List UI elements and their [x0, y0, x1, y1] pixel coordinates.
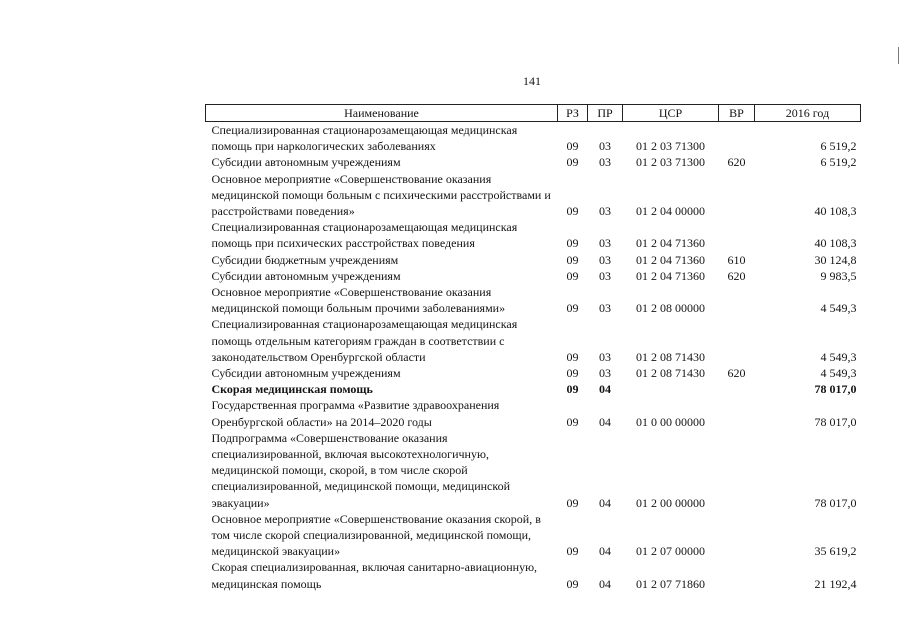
row-name: Государственная программа «Развитие здравоохранения Оренбургской области» на 2014–2020 годы [211, 398, 500, 429]
table-row [206, 171, 861, 220]
table-row [206, 268, 861, 284]
table-row [206, 430, 861, 511]
row-pr: 03 [599, 349, 611, 364]
row-vr [719, 122, 755, 155]
table-row [206, 316, 861, 365]
row-name: Основное мероприятие «Совершенствование оказания медицинской помощи больным прочими заболеваниями» [211, 285, 506, 316]
row-csr: 01 2 04 71360 [636, 236, 705, 251]
row-rz: 09 [566, 139, 579, 154]
header-csr: ЦСР [623, 105, 719, 122]
row-csr: 01 2 08 71430 [636, 366, 705, 381]
row-amount: 78 017,0 [814, 414, 857, 429]
header-rz: РЗ [558, 105, 588, 122]
row-amount: 21 192,4 [814, 576, 857, 591]
row-pr: 03 [599, 268, 611, 283]
row-rz: 09 [566, 544, 579, 559]
scan-edge-mark [898, 47, 899, 64]
row-rz: 09 [566, 576, 579, 591]
row-rz: 09 [566, 204, 579, 219]
row-csr: 01 2 08 00000 [636, 301, 705, 316]
row-rz: 09 [566, 366, 579, 381]
table-row [206, 219, 861, 251]
table-body [206, 122, 861, 592]
row-vr [719, 381, 755, 397]
row-name: Подпрограмма «Совершенствование оказания специализированной, включая высокотехнологичную, медицинской помощи, скорой, в том числе скорой специализированной, медицинской помощи, медицинской эвакуации» [211, 430, 511, 510]
page-number: 141 [523, 74, 541, 88]
row-rz: 09 [566, 252, 579, 267]
row-pr: 04 [599, 576, 611, 591]
row-name: Субсидии автономным учреждениям [211, 366, 401, 381]
row-name: Субсидии бюджетным учреждениям [211, 252, 399, 267]
row-vr: 620 [727, 155, 746, 170]
row-pr: 03 [599, 236, 611, 251]
row-name: Субсидии автономным учреждениям [211, 155, 401, 170]
row-rz: 09 [566, 349, 579, 364]
row-csr: 01 2 07 71860 [636, 576, 705, 591]
row-name: Скорая специализированная, включая санитарно-авиационную, медицинская помощь [211, 560, 538, 591]
row-csr: 01 2 07 00000 [636, 544, 705, 559]
row-csr: 01 0 00 00000 [636, 414, 705, 429]
row-pr: 03 [599, 366, 611, 381]
row-pr: 03 [599, 155, 611, 170]
header-vr: ВР [719, 105, 755, 122]
table-row [206, 284, 861, 316]
row-amount: 78 017,0 [814, 382, 857, 397]
row-vr [719, 171, 755, 220]
row-vr: 620 [727, 366, 746, 381]
row-vr [719, 219, 755, 251]
row-rz: 09 [566, 236, 579, 251]
row-rz: 09 [566, 268, 579, 283]
row-pr: 04 [599, 495, 611, 510]
row-vr: 620 [727, 268, 746, 283]
row-vr [719, 316, 755, 365]
table-row [206, 365, 861, 381]
row-vr: 610 [727, 252, 746, 267]
table-row [206, 511, 861, 560]
row-csr: 01 2 00 00000 [636, 495, 705, 510]
table-row [206, 381, 861, 397]
row-vr [719, 511, 755, 560]
header-year: 2016 год [755, 105, 861, 122]
row-amount: 4 549,3 [820, 301, 857, 316]
row-pr: 04 [599, 382, 611, 397]
row-amount: 4 549,3 [820, 349, 857, 364]
row-amount: 40 108,3 [814, 204, 857, 219]
row-csr: 01 2 04 71360 [636, 252, 705, 267]
row-rz: 09 [566, 495, 579, 510]
row-name: Специализированная стационарозамещающая медицинская помощь отдельным категориям граждан в соответствии с законодательством Оренбургской области [211, 317, 518, 364]
row-pr: 04 [599, 544, 611, 559]
header-row [206, 105, 861, 122]
row-amount: 4 549,3 [820, 366, 857, 381]
row-csr: 01 2 03 71300 [636, 155, 705, 170]
row-amount: 30 124,8 [814, 252, 857, 267]
row-amount: 35 619,2 [814, 544, 857, 559]
row-name: Основное мероприятие «Совершенствование оказания скорой, в том числе скорой специализированной, медицинской помощи, медицинской эвакуации» [211, 511, 541, 559]
header-name: Наименование [206, 105, 558, 122]
row-amount: 40 108,3 [814, 236, 857, 251]
row-amount: 6 519,2 [820, 139, 857, 154]
row-pr: 03 [599, 139, 611, 154]
row-amount: 6 519,2 [820, 155, 857, 170]
row-pr: 04 [599, 414, 611, 429]
row-pr: 03 [599, 204, 611, 219]
budget-table [205, 104, 861, 592]
row-rz: 09 [566, 382, 579, 397]
table-row [206, 252, 861, 268]
row-csr: 01 2 04 71360 [636, 268, 705, 283]
row-name: Специализированная стационарозамещающая медицинская помощь при наркологических заболеваниях [211, 123, 518, 154]
row-csr: 01 2 03 71300 [636, 139, 705, 154]
table-row [206, 559, 861, 591]
row-name: Основное мероприятие «Совершенствование оказания медицинской помощи больным с психическими расстройствами и расстройствами поведения» [211, 171, 551, 219]
row-name: Субсидии автономным учреждениям [211, 268, 401, 283]
row-vr [719, 430, 755, 511]
header-pr: ПР [588, 105, 623, 122]
row-vr [719, 284, 755, 316]
row-rz: 09 [566, 414, 579, 429]
row-amount: 9 983,5 [820, 268, 857, 283]
row-vr [719, 397, 755, 429]
table-row [206, 122, 861, 155]
table-row [206, 154, 861, 170]
row-name: Скорая медицинская помощь [211, 382, 373, 397]
row-csr: 01 2 08 71430 [636, 349, 705, 364]
row-rz: 09 [566, 155, 579, 170]
row-name: Специализированная стационарозамещающая медицинская помощь при психических расстройствах поведения [211, 220, 518, 251]
row-pr: 03 [599, 252, 611, 267]
row-vr [719, 559, 755, 591]
row-pr: 03 [599, 301, 611, 316]
row-csr: 01 2 04 00000 [636, 204, 705, 219]
table-header [206, 105, 861, 122]
table-row [206, 397, 861, 429]
row-rz: 09 [566, 301, 579, 316]
row-csr [623, 381, 719, 397]
row-amount: 78 017,0 [814, 495, 857, 510]
